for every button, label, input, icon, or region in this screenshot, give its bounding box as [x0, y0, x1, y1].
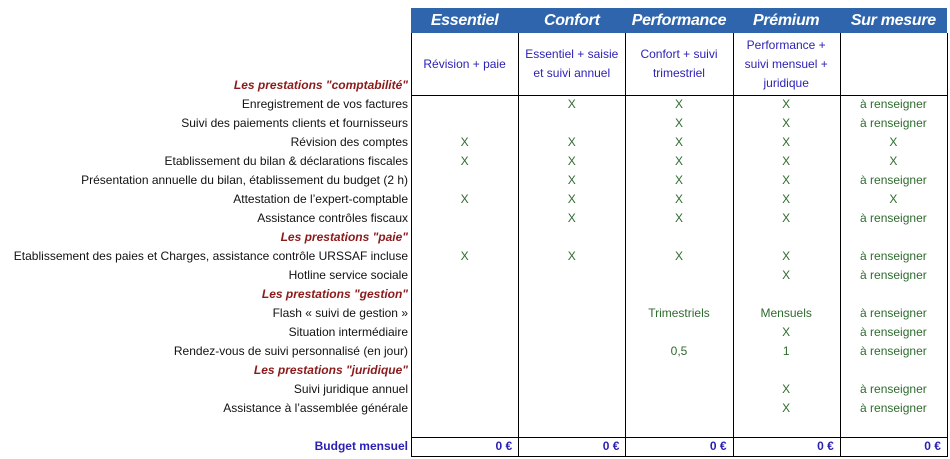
table-cell: X	[889, 192, 898, 206]
table-cell: X	[674, 116, 683, 130]
table-cell	[411, 209, 518, 228]
table-cell: à renseigner	[860, 401, 927, 415]
service-label: Enregistrement de vos factures	[241, 97, 408, 111]
section-heading: Les prestations "gestion"	[261, 287, 408, 301]
table-cell: à renseigner	[860, 173, 927, 187]
table-cell: X	[674, 135, 683, 149]
table-cell: à renseigner	[860, 306, 927, 320]
table-cell: X	[889, 135, 898, 149]
plan-header-confort[interactable]: Confort	[543, 12, 600, 29]
service-label: Présentation annuelle du bilan, établissement du budget (2 h)	[81, 173, 408, 187]
table-cell	[518, 323, 625, 342]
budget-value: 0 €	[924, 439, 941, 453]
table-cell: X	[567, 97, 576, 111]
table-cell: X	[782, 154, 791, 168]
plan-header-essentiel[interactable]: Essentiel	[430, 12, 499, 29]
service-label: Suivi des paiements clients et fournisseurs	[181, 116, 408, 130]
table-cell: X	[889, 154, 898, 168]
table-cell	[625, 399, 732, 418]
row-divider	[411, 456, 948, 457]
table-cell: X	[674, 173, 683, 187]
table-cell: X	[782, 268, 791, 282]
table-cell	[411, 342, 518, 361]
table-cell: X	[674, 192, 683, 206]
table-cell: X	[674, 97, 683, 111]
plan-subtitle: Révision + paie	[423, 56, 506, 71]
service-label: Situation intermédiaire	[288, 325, 408, 339]
table-cell: à renseigner	[860, 211, 927, 225]
plan-header-sur-mesure[interactable]: Sur mesure	[850, 12, 936, 29]
table-cell: X	[460, 135, 469, 149]
table-cell	[518, 380, 625, 399]
table-cell: X	[567, 192, 576, 206]
service-label: Hotline service sociale	[288, 268, 408, 282]
service-label: Assistance contrôles fiscaux	[257, 211, 408, 225]
table-cell	[518, 266, 625, 285]
section-heading: Les prestations "comptabilité"	[233, 78, 408, 92]
table-cell: X	[567, 211, 576, 225]
table-cell: X	[460, 249, 469, 263]
table-cell: X	[782, 97, 791, 111]
table-cell: X	[567, 154, 576, 168]
table-cell	[411, 304, 518, 323]
table-cell	[411, 114, 518, 133]
table-cell	[411, 323, 518, 342]
table-cell: X	[782, 249, 791, 263]
table-cell: à renseigner	[860, 344, 927, 358]
table-cell	[625, 266, 732, 285]
table-cell	[411, 171, 518, 190]
column-divider	[947, 33, 948, 456]
table-cell	[411, 399, 518, 418]
table-cell: 0,5	[670, 344, 688, 358]
budget-label: Budget mensuel	[314, 439, 408, 453]
plan-subtitle: Essentiel + saisie et suivi annuel	[525, 47, 619, 80]
table-cell	[411, 95, 518, 114]
table-cell: Mensuels	[760, 306, 812, 320]
budget-value: 0 €	[709, 439, 727, 453]
service-label: Etablissement des paies et Charges, assistance contrôle URSSAF incluse	[13, 249, 408, 263]
service-label: Assistance à l’assemblée générale	[223, 401, 408, 415]
table-cell: X	[674, 249, 683, 263]
table-cell: X	[782, 382, 791, 396]
table-cell: X	[567, 173, 576, 187]
plan-subtitle	[844, 33, 943, 95]
table-cell: X	[782, 211, 791, 225]
service-label: Flash « suivi de gestion »	[272, 306, 408, 320]
service-label: Révision des comptes	[290, 135, 408, 149]
table-cell: X	[460, 192, 469, 206]
section-heading: Les prestations "juridique"	[253, 363, 408, 377]
plan-subtitle: Performance + suivi mensuel + juridique	[744, 37, 828, 90]
table-cell: à renseigner	[860, 97, 927, 111]
table-cell: à renseigner	[860, 116, 927, 130]
budget-value: 0 €	[495, 439, 513, 453]
section-heading: Les prestations "paie"	[280, 230, 408, 244]
table-cell	[518, 304, 625, 323]
budget-value: 0 €	[817, 439, 834, 453]
table-cell	[411, 380, 518, 399]
table-cell: X	[674, 211, 683, 225]
table-cell	[518, 399, 625, 418]
table-cell: à renseigner	[860, 249, 927, 263]
plan-header-performance[interactable]: Performance	[631, 12, 727, 29]
service-label: Suivi juridique annuel	[293, 382, 408, 396]
table-cell	[625, 323, 732, 342]
table-cell: X	[782, 192, 791, 206]
table-cell: X	[782, 135, 791, 149]
table-cell: X	[460, 154, 469, 168]
service-label: Etablissement du bilan & déclarations fiscales	[164, 154, 408, 168]
table-cell	[625, 380, 732, 399]
plan-header-premium[interactable]: Prémium	[752, 12, 820, 29]
table-cell: Trimestriels	[648, 306, 710, 320]
table-cell	[518, 342, 625, 361]
plan-header-row	[411, 8, 947, 33]
plan-subtitle: Confort + suivi trimestriel	[640, 47, 718, 80]
table-cell	[518, 114, 625, 133]
table-cell: X	[782, 325, 791, 339]
service-label: Rendez-vous de suivi personnalisé (en jour)	[173, 344, 408, 358]
service-label: Attestation de l’expert-comptable	[233, 192, 408, 206]
table-cell: X	[567, 135, 576, 149]
table-cell: X	[674, 154, 683, 168]
table-cell: X	[567, 249, 576, 263]
table-cell	[411, 266, 518, 285]
table-cell: à renseigner	[860, 382, 927, 396]
budget-value: 0 €	[602, 439, 620, 453]
table-cell: X	[782, 401, 791, 415]
table-cell: X	[782, 173, 791, 187]
table-cell: X	[782, 116, 791, 130]
table-cell: à renseigner	[860, 268, 927, 282]
table-cell: à renseigner	[860, 325, 927, 339]
table-cell: 1	[782, 344, 790, 358]
